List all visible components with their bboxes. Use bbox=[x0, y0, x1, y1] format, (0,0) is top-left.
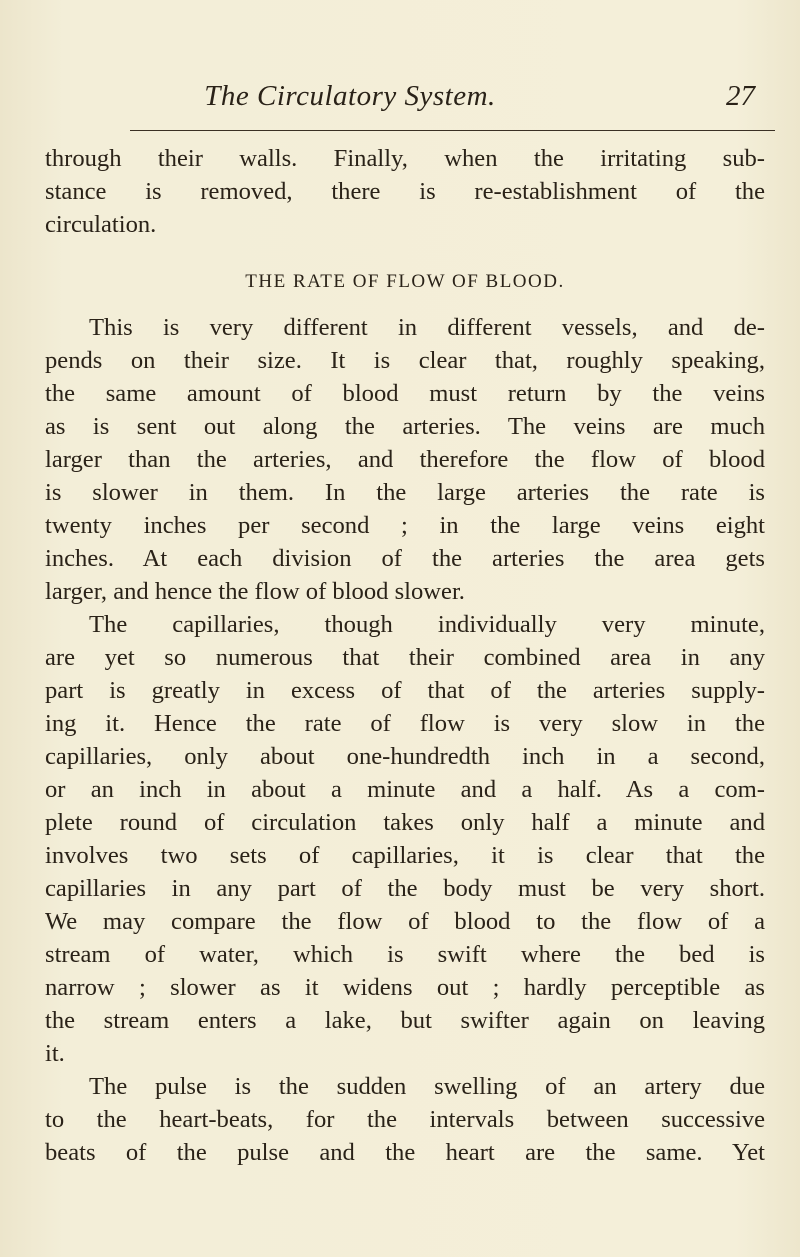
text-line: stream of water, which is swift where the bed is bbox=[45, 941, 765, 968]
text-line: larger, and hence the flow of blood slower. bbox=[45, 578, 465, 605]
text-line: through their walls. Finally, when the irritating sub- bbox=[45, 145, 765, 172]
page-number: 27 bbox=[726, 80, 755, 112]
text-line: The pulse is the sudden swelling of an artery due bbox=[89, 1073, 765, 1100]
text-line: the stream enters a lake, but swifter again on leaving bbox=[45, 1007, 765, 1034]
text-line: twenty inches per second ; in the large veins eight bbox=[45, 512, 765, 539]
text-line: The capillaries, though individually very minute, bbox=[89, 611, 765, 638]
text-line: We may compare the flow of blood to the flow of a bbox=[45, 908, 765, 935]
text-line: stance is removed, there is re-establishment of the bbox=[45, 178, 765, 205]
text-line: circulation. bbox=[45, 211, 157, 238]
text-line: plete round of circulation takes only half a minute and bbox=[45, 809, 765, 836]
text-line: part is greatly in excess of that of the arteries supply- bbox=[45, 677, 765, 704]
text-line: the same amount of blood must return by the veins bbox=[45, 380, 765, 407]
text-line: to the heart-beats, for the intervals between successive bbox=[45, 1106, 765, 1133]
running-title: The Circulatory System. bbox=[204, 80, 496, 112]
body-text bbox=[45, 142, 765, 1169]
text-line: inches. At each division of the arteries the area gets bbox=[45, 545, 765, 572]
text-line: larger than the arteries, and therefore the flow of blood bbox=[45, 446, 765, 473]
text-line: are yet so numerous that their combined area in any bbox=[45, 644, 765, 671]
header-rule bbox=[130, 130, 775, 131]
running-header bbox=[40, 80, 775, 120]
text-line: capillaries in any part of the body must be very short. bbox=[45, 875, 765, 902]
text-line: as is sent out along the arteries. The veins are much bbox=[45, 413, 765, 440]
text-line: narrow ; slower as it widens out ; hardly perceptible as bbox=[45, 974, 765, 1001]
text-line: is slower in them. In the large arteries the rate is bbox=[45, 479, 765, 506]
text-line: it. bbox=[45, 1040, 65, 1067]
text-line: This is very different in different vessels, and de- bbox=[89, 314, 765, 341]
text-line: involves two sets of capillaries, it is clear that the bbox=[45, 842, 765, 869]
text-line: beats of the pulse and the heart are the same. Yet bbox=[45, 1139, 765, 1166]
text-line: pends on their size. It is clear that, roughly speaking, bbox=[45, 347, 765, 374]
text-line: or an inch in about a minute and a half. As a com- bbox=[45, 776, 765, 803]
section-heading: THE RATE OF FLOW OF BLOOD. bbox=[245, 271, 565, 292]
text-line: ing it. Hence the rate of flow is very slow in the bbox=[45, 710, 765, 737]
text-line: capillaries, only about one-hundredth inch in a second, bbox=[45, 743, 765, 770]
